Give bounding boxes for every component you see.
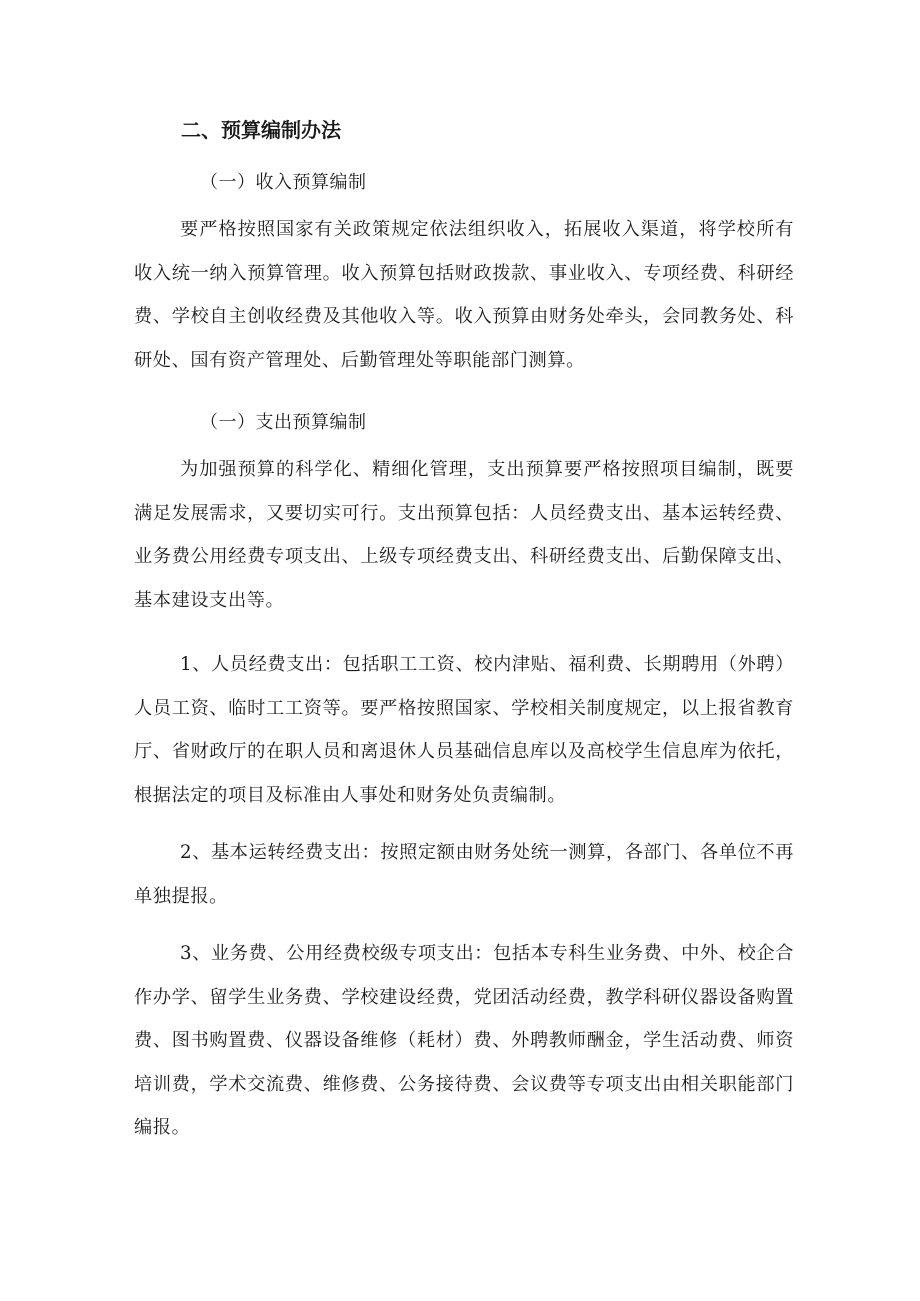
subsection-title-income: （一）收入预算编制 — [200, 172, 367, 193]
section-title: 二、预算编制办法 — [181, 118, 341, 142]
subsection-title-expenditure: （一）支出预算编制 — [200, 412, 367, 433]
paragraph-income-budget: 要严格按照国家有关政策规定依法组织收入，拓展收入渠道，将学校所有收入统一纳入预算管理。收入预算包括财政拨款、事业收入、专项经费、科研经费、学校自主创收经费及其他收入等。收入预算由财务处牵头，会同教务处、科研处、国有资产管理处、后勤管理处等职能部门测算。 — [134, 219, 794, 371]
paragraph-item-operation: 2、基本运转经费支出：按照定额由财务处统一测算，各部门、各单位不再单独提报。 — [134, 842, 794, 907]
paragraph-item-personnel: 1、人员经费支出：包括职工工资、校内津贴、福利费、长期聘用（外聘）人员工资、临时工工资等。要严格按照国家、学校相关制度规定，以上报省教育厅、省财政厅的在职人员和离退休人员基础信息库以及高校学生信息库为依托，根据法定的项目及标准由人事处和财务处负责编制。 — [134, 654, 794, 806]
paragraph-expenditure-budget: 为加强预算的科学化、精细化管理，支出预算要严格按照项目编制，既要满足发展需求，又要切实可行。支出预算包括：人员经费支出、基本运转经费、业务费公用经费专项支出、上级专项经费支出、科研经费支出、后勤保障支出、基本建设支出等。 — [134, 459, 794, 611]
paragraph-item-special: 3、业务费、公用经费校级专项支出：包括本专科生业务费、中外、校企合作办学、留学生业务费、学校建设经费，党团活动经费，教学科研仪器设备购置费、图书购置费、仪器设备维修（耗材）费、外聘教师酬金，学生活动费、师资培训费，学术交流费、维修费、公务接待费、会议费等专项支出由相关职能部门编报。 — [134, 943, 794, 1138]
